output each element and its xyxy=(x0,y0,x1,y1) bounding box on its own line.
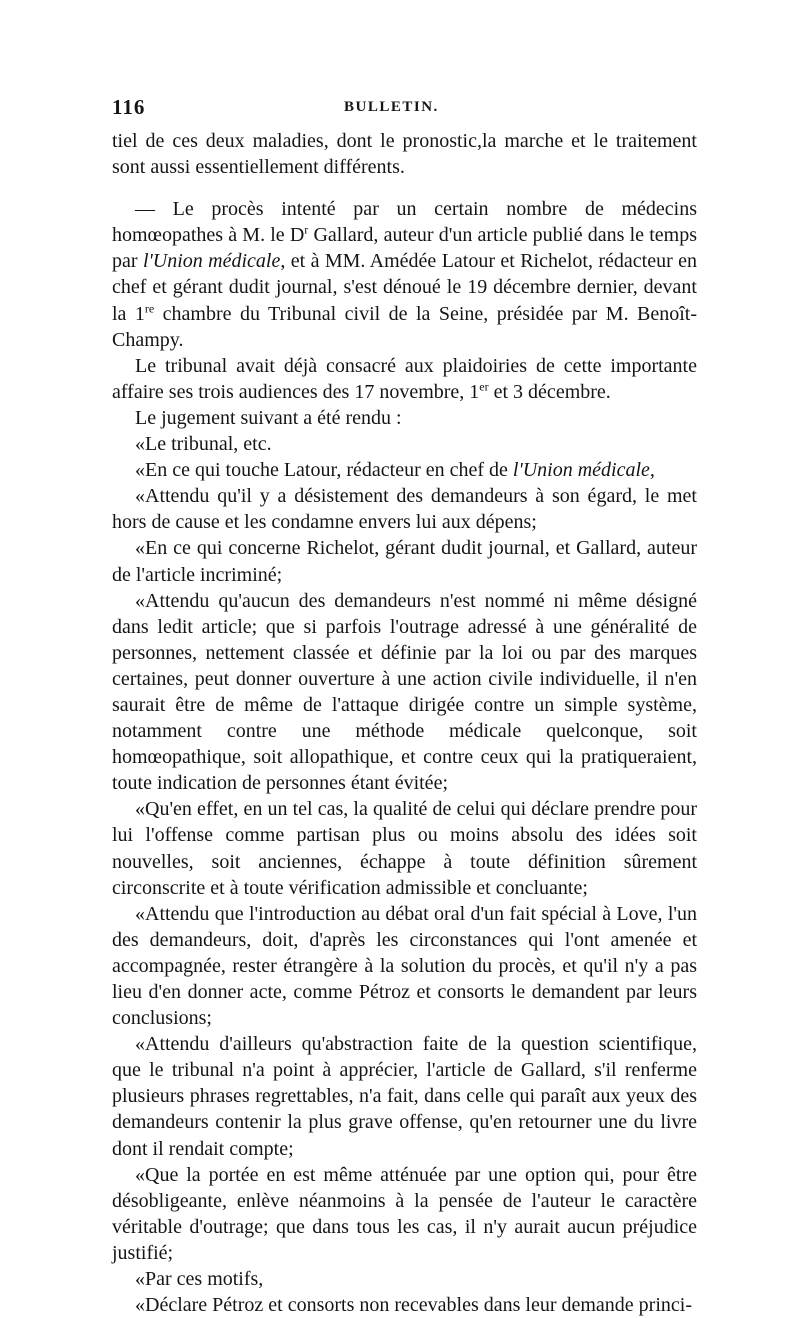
body-text xyxy=(112,128,697,1318)
paragraph-attendu-1: «Attendu qu'aucun des demandeurs n'est nommé ni même désigné dans ledit article; que si parfois l'outrage adressé à une généralité de personnes, nettement classée et définie par la loi ou par des marques certaines, peut donner ouverture à une action civile individuelle, il n'en saurait être de même de l'attaque dirigée contre un simple système, notamment contre une méthode médicale quelconque, soit homœopathique, soit allopathique, et contre ceux qui la pratiqueraient, toute indication de personnes étant évitée; xyxy=(112,589,697,795)
paragraph-richelot: «En ce qui concerne Richelot, gérant dudit journal, et Gallard, auteur de l'article incriminé; xyxy=(112,537,697,586)
paragraph-desistement: «Attendu qu'il y a désistement des demandeurs à son égard, le met hors de cause et les condamne envers lui aux dépens; xyxy=(112,485,697,534)
paragraph-declare: «Déclare Pétroz et consorts non recevables dans leur demande princi- xyxy=(135,1294,692,1317)
text-run: «En ce qui touche Latour, rédacteur en chef de xyxy=(135,459,513,482)
paragraph-attendu-2: «Attendu que l'introduction au débat oral d'un fait spécial à Love, l'un des demandeurs, doit, d'après les circonstances qui l'ont amenée et accompagnée, rester étrangère à la solution du procès, et qu'il n'y a pas lieu d'en donner acte, comme Pétroz et consorts le demandent par leurs conclusions; xyxy=(112,902,697,1030)
text-run: — Le procès intenté par un certain nombre de médecins homœopathes à M. le D xyxy=(112,198,697,247)
paragraph-latour xyxy=(112,457,697,483)
text-run: Gallard, auteur d'un article publié dans le temps par xyxy=(112,224,697,273)
page-number: 116 xyxy=(112,95,146,119)
superscript: re xyxy=(144,300,155,315)
text-run: et 3 décembre. xyxy=(488,380,611,403)
journal-title: l'Union médicale xyxy=(142,250,281,273)
superscript: r xyxy=(304,222,309,237)
paragraph-plaidoiries xyxy=(112,353,697,405)
page-header xyxy=(112,95,697,125)
paragraph-portee: «Que la portée en est même atténuée par une option qui, pour être désobligeante, enlève néanmoins à la pensée de l'auteur le caractère véritable d'outrage; que dans tous les cas, il n'y aurait aucun préjudice justifié; xyxy=(112,1163,697,1264)
paragraph-tribunal: «Le tribunal, etc. xyxy=(135,433,272,456)
running-title: BULLETIN. xyxy=(344,99,439,115)
paragraph-motifs: «Par ces motifs, xyxy=(135,1268,264,1291)
text-run: Le tribunal avait déjà consacré aux plaidoiries de cette importante affaire ses trois audiences des 17 novembre, 1 xyxy=(112,354,697,403)
superscript: er xyxy=(479,379,489,394)
text-run: , et à MM. Amédée Latour et Richelot, rédacteur en chef et gérant dudit journal, s'est dénoué le 19 décembre dernier, devant la 1 xyxy=(112,250,697,325)
paragraph-qu-en-effet: «Qu'en effet, en un tel cas, la qualité de celui qui déclare prendre pour lui l'offense comme partisan plus ou moins absolu des idées soit nouvelles, soit anciennes, échappe à toute définition sûrement circonscrite et à toute vérification admissible et concluante; xyxy=(112,798,697,899)
journal-title: l'Union médicale, xyxy=(512,459,655,482)
text-run: chambre du Tribunal civil de la Seine, présidée par M. Benoît-Champy. xyxy=(112,302,697,351)
paragraph-continuation: tiel de ces deux maladies, dont le pronostic,la marche et le traitement sont aussi essentiellement différents. xyxy=(112,130,697,179)
paragraph-jugement: Le jugement suivant a été rendu : xyxy=(135,406,402,429)
paragraph-proces xyxy=(112,196,697,353)
paragraph-attendu-3: «Attendu d'ailleurs qu'abstraction faite de la question scientifique, que le tribunal n'a point à apprécier, l'article de Gallard, s'il renferme plusieurs phrases regrettables, n'a fait, dans celle qui paraît aux yeux des demandeurs contenir la plus grave offense, qu'en retourner une du livre dont il rendait compte; xyxy=(112,1033,697,1160)
